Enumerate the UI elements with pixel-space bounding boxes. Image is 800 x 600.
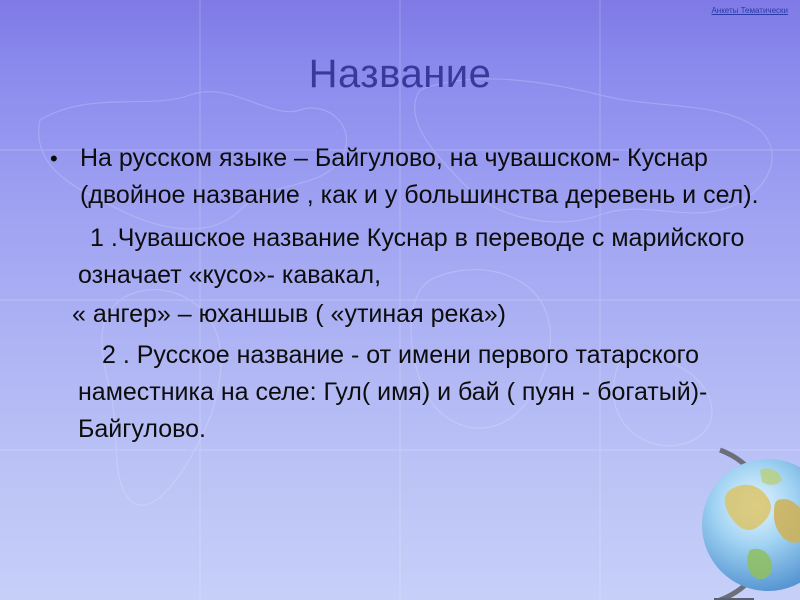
globe-icon bbox=[690, 430, 800, 600]
paragraph-chuvash-name: 1 .Чувашское название Куснар в переводе с марийского означает «кусо»- кавакал, bbox=[78, 224, 745, 289]
bullet-dot-icon: • bbox=[50, 146, 58, 171]
top-link[interactable]: Анкеты Тематически bbox=[711, 6, 788, 15]
slide-title: Название bbox=[308, 52, 492, 96]
paragraph-river-translation: « ангер» – юханшыв ( «утиная река») bbox=[72, 300, 506, 328]
bullet-item bbox=[50, 140, 770, 214]
slide-body bbox=[50, 140, 770, 448]
paragraph-russian-name: 2 . Русское название - от имени первого татарского наместника на селе: Гул( имя) и бай ( пуян - богатый)- Байгулово. bbox=[78, 341, 708, 443]
bullet-text: На русском языке – Байгулово, на чувашском- Куснар (двойное название , как и у большинства деревень и сел). bbox=[80, 144, 759, 209]
